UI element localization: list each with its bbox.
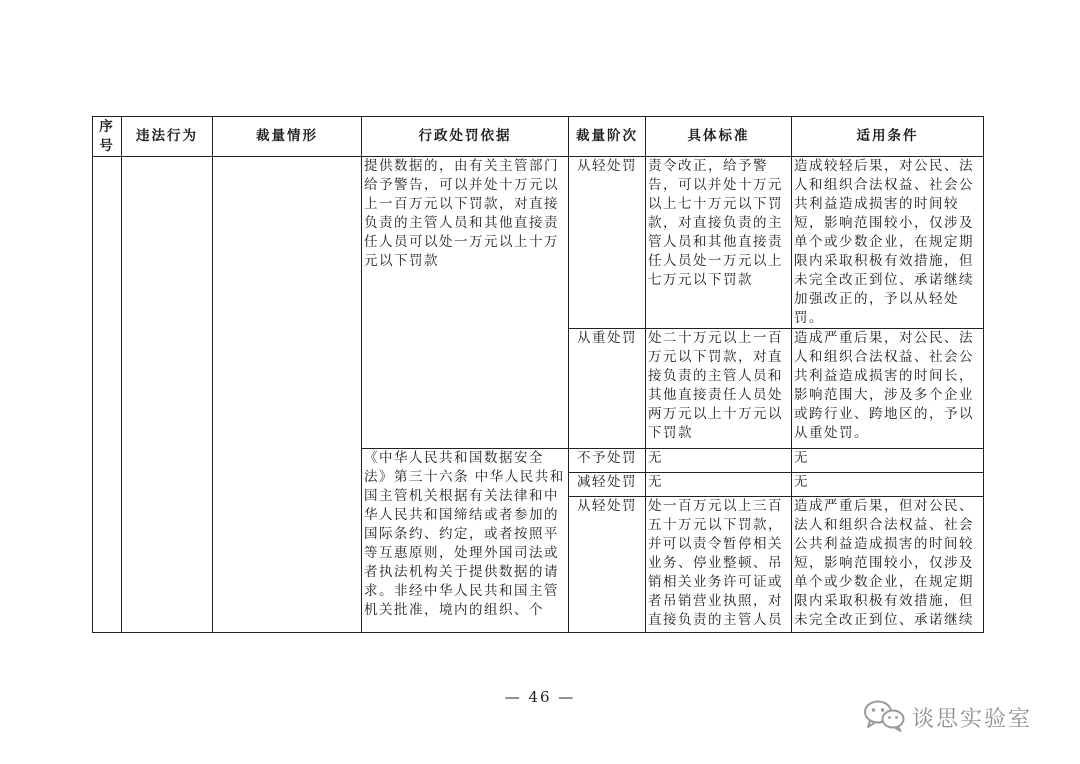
condition-cell: 无 (792, 473, 984, 497)
level-cell: 从重处罚 (569, 329, 646, 449)
watermark (862, 700, 1032, 734)
level-cell: 减轻处罚 (569, 473, 646, 497)
level-cell: 不予处罚 (569, 449, 646, 473)
standard-cell (646, 497, 792, 633)
header-standard: 具体标准 (646, 117, 792, 157)
wechat-icon (862, 698, 906, 736)
watermark-text: 谈思实验室 (912, 706, 1033, 732)
standard-cell: 无 (646, 449, 792, 473)
header-seq: 序号 (93, 117, 122, 157)
header-circumstance: 裁量情形 (213, 117, 362, 157)
header-basis: 行政处罚依据 (362, 117, 569, 157)
penalty-table (92, 116, 984, 633)
basis-text: 《中华人民共和国数据安全法》第三十六条 中华人民共和国主管机关根据有关法律和中华人民共和国缔结或者参加的国际条约、约定，或者按照平等互惠原则，处理外国司法或者执法机构关于提供数据的请求。非经中华人民共和国主管机关批准，境内的组织、个 (364, 450, 565, 618)
header-violation: 违法行为 (122, 117, 213, 157)
header-condition: 适用条件 (792, 117, 984, 157)
level-cell: 从轻处罚 (569, 157, 646, 329)
level-cell: 从轻处罚 (569, 497, 646, 633)
violation-cell (122, 157, 213, 633)
header-level: 裁量阶次 (569, 117, 646, 157)
standard-cell: 处二十万元以上一百万元以下罚款，对直接负责的主管人员和其他直接责任人员处两万元以上十万元以下罚款 (646, 329, 792, 449)
table-row (93, 157, 984, 329)
standard-cell: 无 (646, 473, 792, 497)
header-row (93, 117, 984, 157)
condition-text: 造成严重后果，但对公民、法人和组织合法权益、社会公共利益造成损害的时间较短，影响范围较小，仅涉及单个或少数企业，在规定期限内采取积极有效措施，但未完全改正到位、承诺继续 (794, 498, 974, 628)
circumstance-cell (213, 157, 362, 633)
condition-cell: 造成严重后果，对公民、法人和组织合法权益、社会公共利益造成损害的时间长，影响范围大，涉及多个企业或跨行业、跨地区的，予以从重处罚。 (792, 329, 984, 449)
basis-cell: 提供数据的，由有关主管部门给予警告，可以并处十万元以上一百万元以下罚款，对直接负责的主管人员和其他直接责任人员可以处一万元以上十万元以下罚款 (362, 157, 569, 449)
seq-cell (93, 157, 122, 633)
condition-cell: 无 (792, 449, 984, 473)
condition-cell: 造成较轻后果，对公民、法人和组织合法权益、社会公共利益造成损害的时间较短，影响范围较小，仅涉及单个或少数企业，在规定期限内采取积极有效措施，但未完全改正到位、承诺继续加强改正的，予以从轻处罚。 (792, 157, 984, 329)
condition-cell (792, 497, 984, 633)
standard-text: 处一百万元以上三百五十万元以下罚款，并可以责令暂停相关业务、停业整顿、吊销相关业务许可证或者吊销营业执照，对直接负责的主管人员 (648, 498, 783, 628)
page-number: — 46 — (504, 688, 576, 706)
basis-cell (362, 449, 569, 633)
standard-cell: 责令改正，给予警告，可以并处十万元以上七十万元以下罚款，对直接负责的主管人员和其他直接责任人员处一万元以上七万元以下罚款 (646, 157, 792, 329)
